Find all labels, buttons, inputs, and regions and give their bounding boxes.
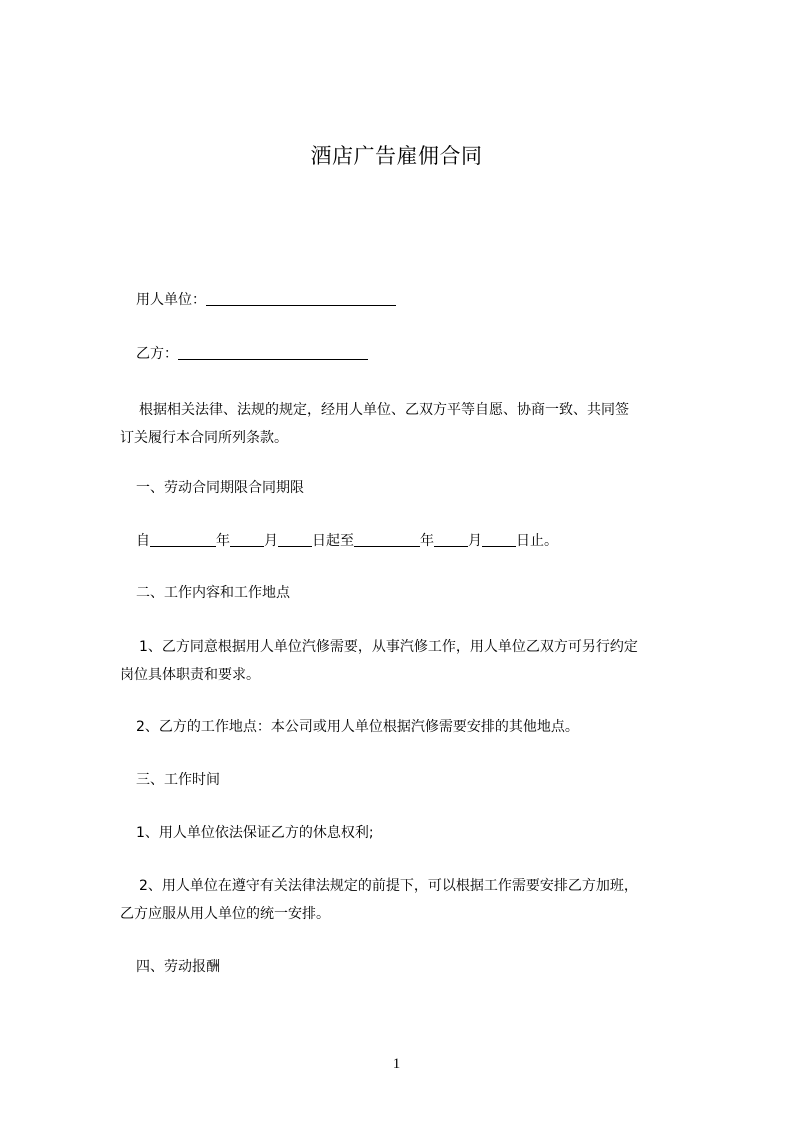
start-day-blank: [278, 532, 312, 547]
start-year-blank: [150, 532, 216, 547]
party-b-label: 乙方：: [136, 346, 178, 362]
end-year-blank: [354, 532, 420, 547]
term-month-text: 月: [468, 533, 482, 549]
clause-line: 岗位具体职责和要求。: [120, 667, 260, 683]
clause-paragraph: 1、用人单位依法保证乙方的休息权利;: [136, 825, 374, 841]
party-b-blank: [178, 345, 368, 360]
preamble-paragraph: [120, 396, 711, 452]
employer-label: 用人单位：: [136, 292, 206, 308]
employer-blank: [206, 291, 396, 306]
start-month-blank: [230, 532, 264, 547]
clause-line: 乙方应服从用人单位的统一安排。: [120, 906, 330, 922]
term-year-text: 年: [216, 533, 230, 549]
preamble-line-1: 根据相关法律、法规的规定，经用人单位、乙双方平等自愿、协商一致、共同签: [139, 402, 629, 418]
term-day-end-text: 日止。: [516, 533, 558, 549]
party-b-field: [136, 344, 368, 364]
clause-paragraph: [120, 633, 711, 689]
page-number: 1: [392, 1056, 401, 1072]
term-from-text: 自: [136, 533, 150, 549]
section-heading: 一、劳动合同期限合同期限: [136, 480, 304, 496]
section-heading: 二、工作内容和工作地点: [136, 585, 290, 601]
end-day-blank: [482, 532, 516, 547]
section-heading: 三、工作时间: [136, 772, 220, 788]
term-day-to-text: 日起至: [312, 533, 354, 549]
preamble-line-2: 订关履行本合同所列条款。: [120, 430, 288, 446]
contract-term-line: [136, 531, 558, 551]
employer-field: [136, 290, 396, 310]
clause-line: 2、用人单位在遵守有关法律法规定的前提下，可以根据工作需要安排乙方加班，: [139, 878, 638, 894]
clause-line: 1、乙方同意根据用人单位汽修需要，从事汽修工作，用人单位乙双方可另行约定: [139, 639, 638, 655]
clause-paragraph: [120, 872, 711, 928]
term-year-text: 年: [420, 533, 434, 549]
clause-paragraph: 2、乙方的工作地点：本公司或用人单位根据汽修需要安排的其他地点。: [136, 719, 579, 735]
section-heading: 四、劳动报酬: [136, 959, 220, 975]
term-month-text: 月: [264, 533, 278, 549]
document-title: 酒店广告雇佣合同: [310, 144, 483, 168]
end-month-blank: [434, 532, 468, 547]
